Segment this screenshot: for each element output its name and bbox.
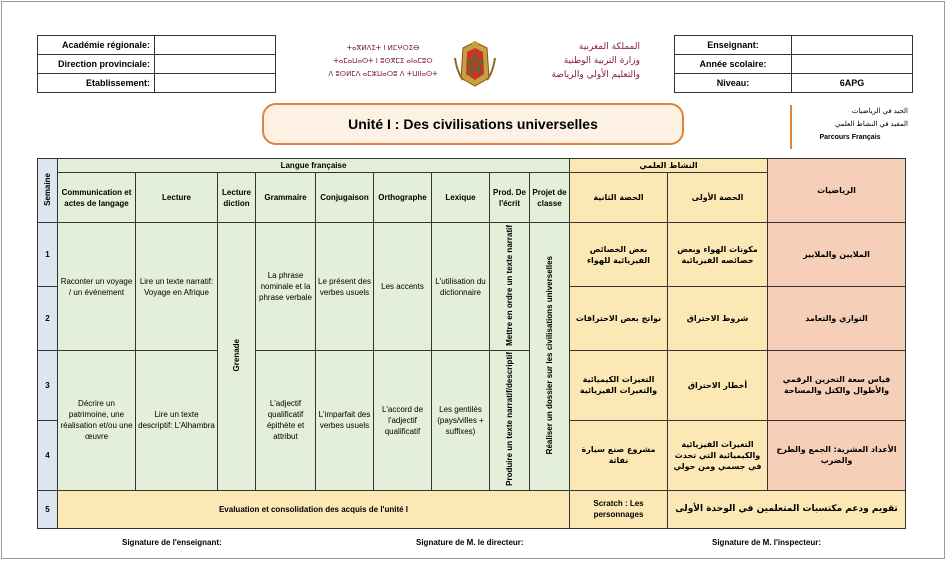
tifinagh-line: ⴷ ⵓⵙⵍⵎⴷ ⴰⵎⵣⵡⴰⵔⵓ ⴷ ⵜⵡⵏⵏⴰⵙⵜ xyxy=(328,70,438,78)
lecture-cell: Lire un texte narratif: Voyage en Afrique xyxy=(136,223,218,351)
projet-text: Réaliser un dossier sur les civilisations universelles xyxy=(545,255,554,455)
sci-cell: التغيرات الفيزيائية والكيميائية التي تحدث في جسمي ومن حولي xyxy=(668,420,768,490)
arabic-line: المملكة المغربية xyxy=(578,42,640,52)
side-line: المفيد في النشاط العلمي xyxy=(834,121,908,128)
col-hissa-1: الحصة الأولى xyxy=(668,173,768,223)
lexique-cell: Les gentilés (pays/villes + suffixes) xyxy=(432,351,490,491)
math-cell: الملايين والملايير xyxy=(768,223,906,287)
niveau-value[interactable]: 6APG xyxy=(792,74,913,93)
grammaire-cell: L'adjectif qualificatif épithète et attribut xyxy=(256,351,316,491)
tifinagh-line: ⵜⴰⴳⵍⴷⵉⵜ ⵏ ⵍⵎⵖⵔⵉⴱ xyxy=(346,44,420,52)
math-cell: قياس سعة التخزين الرقمي والأطوال والكتل والمساحة xyxy=(768,351,906,421)
production-text: Produire un texte narratif/descriptif xyxy=(505,352,514,486)
scratch-cell: Scratch : Les personnages xyxy=(570,490,668,528)
academie-value[interactable] xyxy=(155,36,276,55)
col-orthographe: Orthographe xyxy=(374,173,432,223)
sci-cell: شروط الاحتراق xyxy=(668,287,768,351)
sci-cell: أخطار الاحتراق xyxy=(668,351,768,421)
annee-value[interactable] xyxy=(792,55,913,74)
production-text: Mettre en ordre un texte narratif xyxy=(505,224,514,346)
week-number: 4 xyxy=(38,420,58,490)
semaine-header xyxy=(38,159,58,223)
week-number: 2 xyxy=(38,287,58,351)
sci-cell: التغيرات الكيميائية والتغيرات الفيزيائية xyxy=(570,351,668,421)
sci-cell: مشروع صنع سيارة نفاثة xyxy=(570,420,668,490)
col-hissa-2: الحصة الثانية xyxy=(570,173,668,223)
col-conjugaison: Conjugaison xyxy=(316,173,374,223)
diction-text: Grenade xyxy=(232,338,241,372)
communication-cell: Décrire un patrimoine, une réalisation et/ou une œuvre xyxy=(58,351,136,491)
planning-table xyxy=(37,158,906,529)
communication-cell: Raconter un voyage / un événement xyxy=(58,223,136,351)
niveau-label: Niveau: xyxy=(675,74,792,93)
side-parcours: Parcours Français xyxy=(819,134,881,141)
sci-cell: مكونات الهواء وبعض خصائصه الفيزيائية xyxy=(668,223,768,287)
annee-label: Année scolaire: xyxy=(675,55,792,74)
arabic-line: والتعليم الأولي والرياضة xyxy=(551,70,640,80)
col-projet: Projet de classe xyxy=(530,173,570,223)
unit-title: Unité I : Des civilisations universelles xyxy=(262,103,684,145)
production-cell xyxy=(490,223,530,351)
header-left-table xyxy=(37,35,276,93)
orthographe-cell: Les accents xyxy=(374,223,432,351)
conjugaison-cell: L'imparfait des verbes usuels xyxy=(316,351,374,491)
sci-cell: نواتج بعض الاحتراقات xyxy=(570,287,668,351)
lecture-cell: Lire un texte descriptif: L'Alhambra xyxy=(136,351,218,491)
etablissement-label: Etablissement: xyxy=(38,74,155,93)
ministry-arabic xyxy=(510,40,640,82)
ministry-tifinagh xyxy=(318,42,448,81)
orthographe-cell: L'accord de l'adjectif qualificatif xyxy=(374,351,432,491)
col-communication: Communication et actes de langage xyxy=(58,173,136,223)
math-cell: التوازي والتعامد xyxy=(768,287,906,351)
signature-enseignant: Signature de l'enseignant: xyxy=(122,538,222,547)
week-number: 3 xyxy=(38,351,58,421)
langue-header: Langue française xyxy=(58,159,570,173)
col-production: Prod. De l'écrit xyxy=(490,173,530,223)
diction-cell xyxy=(218,223,256,491)
arabic-line: وزارة التربية الوطنية xyxy=(563,56,640,66)
projet-cell xyxy=(530,223,570,491)
week-number: 5 xyxy=(38,490,58,528)
moroccan-coat-of-arms-icon xyxy=(449,38,501,90)
col-lecture: Lecture xyxy=(136,173,218,223)
parcours-box xyxy=(790,105,912,149)
col-lecture-diction: Lecture diction xyxy=(218,173,256,223)
sci-cell: بعض الخصائص الفيزيائية للهواء xyxy=(570,223,668,287)
direction-label: Direction provinciale: xyxy=(38,55,155,74)
evaluation-ar-cell: تقويم ودعم مكتسبات المتعلمين في الوحدة الأولى xyxy=(668,490,906,528)
tifinagh-line: ⵜⴰⵎⴰⵡⴰⵙⵜ ⵏ ⵓⵙⴳⵎⵉ ⴰⵏⴰⵎⵓⵔ xyxy=(333,57,433,65)
direction-value[interactable] xyxy=(155,55,276,74)
col-grammaire: Grammaire xyxy=(256,173,316,223)
enseignant-value[interactable] xyxy=(792,36,913,55)
lexique-cell: L'utilisation du dictionnaire xyxy=(432,223,490,351)
signature-inspecteur: Signature de M. l'inspecteur: xyxy=(712,538,822,547)
math-header: الرياضيات xyxy=(768,159,906,223)
col-lexique: Lexique xyxy=(432,173,490,223)
etablissement-value[interactable] xyxy=(155,74,276,93)
ministry-header xyxy=(318,38,640,90)
nashat-header: النشاط العلمي xyxy=(570,159,768,173)
signature-directeur: Signature de M. le directeur: xyxy=(416,538,524,547)
side-line: الجيد في الرياضيات xyxy=(851,108,908,115)
header-right-table xyxy=(674,35,913,93)
math-cell: الأعداد العشرية: الجمع والطرح والضرب xyxy=(768,420,906,490)
week-number: 1 xyxy=(38,223,58,287)
grammaire-cell: La phrase nominale et la phrase verbale xyxy=(256,223,316,351)
semaine-label: Semaine xyxy=(43,172,52,206)
evaluation-fr-cell: Evaluation et consolidation des acquis de l'unité I xyxy=(58,490,570,528)
enseignant-label: Enseignant: xyxy=(675,36,792,55)
production-cell xyxy=(490,351,530,491)
academie-label: Académie régionale: xyxy=(38,36,155,55)
conjugaison-cell: Le présent des verbes usuels xyxy=(316,223,374,351)
